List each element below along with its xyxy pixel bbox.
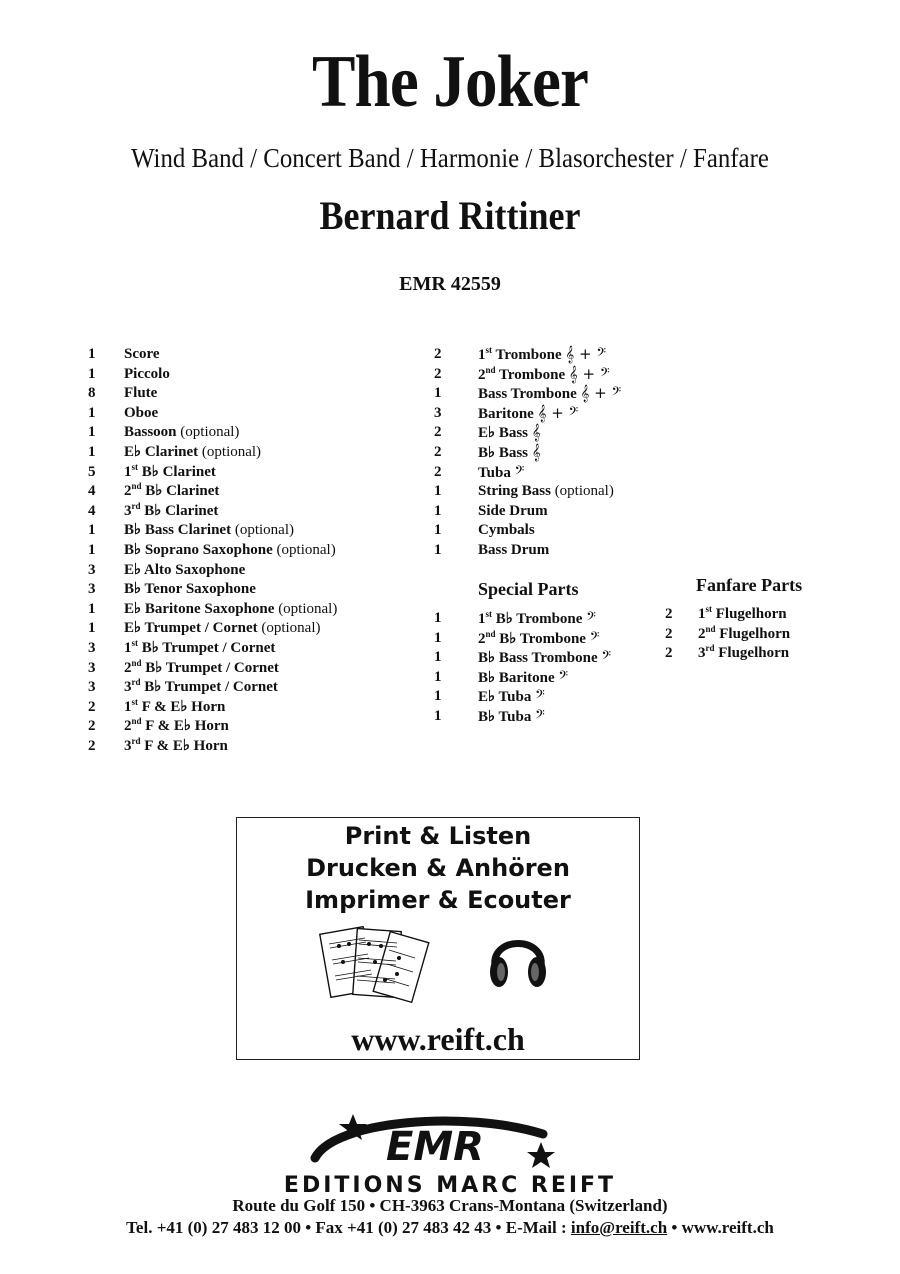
- part-quantity: 3: [88, 679, 96, 696]
- part-instrument: E♭ Alto Saxophone: [124, 561, 246, 578]
- clef-icon: 𝄞: [531, 443, 541, 461]
- part-ordinal: 1: [478, 611, 486, 627]
- part-instrument: B♭ Tuba: [478, 709, 532, 725]
- clef-icon: 𝄞 + 𝄢: [537, 403, 579, 422]
- part-name: [124, 502, 218, 522]
- part-optional-note: (optional): [554, 483, 614, 500]
- part-instrument: B♭ Bass: [478, 445, 529, 461]
- part-name: [478, 521, 535, 541]
- part-name: [478, 502, 548, 522]
- part-row: [434, 707, 664, 727]
- part-name: [124, 639, 275, 659]
- print-listen-box: [236, 817, 640, 1060]
- part-quantity: 1: [88, 522, 96, 539]
- part-row: [88, 619, 428, 639]
- part-row: [88, 580, 428, 600]
- part-row: [88, 365, 428, 385]
- part-name: [124, 365, 170, 385]
- clef-icon: 𝄞 + 𝄢: [580, 384, 622, 403]
- part-quantity: 1: [434, 708, 442, 724]
- part-instrument: Flute: [124, 385, 158, 402]
- part-quantity: 1: [434, 542, 442, 558]
- part-quantity: 2: [88, 718, 96, 735]
- part-row: [434, 502, 694, 522]
- publisher-contact: [0, 1218, 900, 1238]
- part-name: [478, 384, 621, 405]
- part-quantity: 3: [88, 581, 96, 598]
- part-quantity: 1: [88, 404, 96, 421]
- part-ordinal: 1: [124, 463, 132, 480]
- part-quantity: 2: [434, 463, 442, 480]
- part-name: [478, 668, 568, 689]
- part-row: [434, 521, 694, 541]
- part-instrument: Score: [124, 346, 160, 362]
- part-name: [124, 698, 225, 718]
- part-row: [88, 482, 428, 502]
- part-name: [124, 521, 294, 541]
- part-instrument: B♭ Baritone: [478, 669, 555, 686]
- part-instrument: Piccolo: [124, 365, 170, 382]
- publisher-name: EDITIONS MARC REIFT: [283, 1173, 617, 1198]
- part-row: [88, 717, 428, 737]
- part-instrument: Oboe: [124, 404, 159, 421]
- part-ordinal: 2: [124, 659, 132, 676]
- part-quantity: 1: [88, 424, 96, 441]
- fanfare-parts-list: [665, 605, 845, 670]
- part-row: [88, 698, 428, 718]
- part-instrument: E♭ Trumpet / Cornet: [124, 620, 258, 637]
- part-quantity: 8: [88, 385, 96, 402]
- part-instrument: E♭ Clarinet: [124, 444, 199, 460]
- part-name: [478, 463, 524, 484]
- part-quantity: 2: [434, 365, 442, 382]
- part-row: [665, 605, 845, 625]
- publisher-address: Route du Golf 150 • CH-3963 Crans-Montana (Switzerland): [232, 1196, 668, 1215]
- part-instrument: Bass Trombone: [478, 386, 577, 403]
- part-row: [88, 384, 428, 404]
- part-ordinal-suffix: rd: [131, 677, 141, 688]
- clef-icon: 𝄞: [531, 423, 541, 442]
- part-name: [478, 423, 541, 444]
- part-name: [124, 580, 256, 600]
- part-quantity: 1: [434, 649, 442, 666]
- clef-icon: 𝄢: [558, 667, 569, 686]
- parts-list-left: [88, 345, 428, 765]
- email-link[interactable]: info@reift.ch: [570, 1218, 668, 1237]
- part-optional-note: (optional): [278, 600, 338, 617]
- part-row: [88, 423, 428, 443]
- part-instrument: B♭ Bass Clarinet: [124, 522, 232, 539]
- promo-line-3: Imprimer & Ecouter: [305, 886, 571, 914]
- part-ordinal: 2: [478, 630, 486, 647]
- emr-logo-text: EMR: [386, 1124, 484, 1170]
- part-ordinal: 2: [124, 718, 132, 735]
- part-row: [88, 737, 428, 757]
- part-instrument: Flugelhorn: [719, 625, 791, 642]
- part-ordinal-suffix: nd: [485, 364, 496, 375]
- part-row: [434, 345, 694, 365]
- part-name: [478, 345, 606, 366]
- part-row: [434, 384, 694, 404]
- part-instrument: Tuba: [478, 464, 511, 481]
- part-quantity: 1: [434, 668, 442, 685]
- part-name: [124, 541, 336, 561]
- part-instrument: Bassoon: [124, 424, 177, 441]
- part-row: [665, 625, 845, 645]
- promo-line-2: Drucken & Anhören: [306, 854, 570, 882]
- promo-url[interactable]: www.reift.ch: [351, 1021, 525, 1057]
- part-name: [478, 365, 610, 386]
- part-instrument: E♭ Tuba: [478, 689, 532, 706]
- part-ordinal-suffix: nd: [131, 716, 142, 727]
- part-quantity: 3: [88, 640, 96, 656]
- part-ordinal: 2: [124, 483, 132, 500]
- part-quantity: 1: [88, 444, 96, 460]
- fanfare-parts-heading: Fanfare Parts: [696, 575, 803, 595]
- part-row: [88, 561, 428, 581]
- part-instrument: String Bass: [478, 483, 551, 500]
- part-row: [434, 443, 694, 463]
- part-instrument: F & E♭ Horn: [145, 718, 229, 735]
- part-ordinal-suffix: st: [131, 461, 138, 472]
- part-ordinal-suffix: rd: [131, 500, 141, 511]
- clef-icon: 𝄢: [535, 687, 545, 706]
- part-instrument: Bass Drum: [478, 542, 550, 558]
- part-quantity: 1: [434, 610, 442, 626]
- part-name: [478, 541, 549, 561]
- part-instrument: B♭ Soprano Saxophone: [124, 542, 273, 558]
- part-ordinal-suffix: nd: [485, 628, 496, 639]
- part-ordinal-suffix: nd: [131, 657, 142, 668]
- part-quantity: 1: [88, 346, 96, 362]
- part-name: [478, 482, 614, 502]
- part-quantity: 3: [88, 659, 96, 676]
- part-instrument: Cymbals: [478, 522, 535, 539]
- part-instrument: B♭ Tenor Saxophone: [124, 581, 256, 598]
- part-row: [88, 600, 428, 620]
- part-quantity: 3: [434, 404, 442, 421]
- part-row: [665, 644, 845, 664]
- contact-suffix: • www.reift.ch: [667, 1218, 774, 1237]
- composer-name: Bernard Rittiner: [319, 193, 581, 238]
- emr-logo: [305, 1108, 565, 1174]
- part-quantity: 2: [665, 645, 673, 662]
- part-quantity: 2: [665, 606, 673, 622]
- part-quantity: 1: [434, 629, 442, 646]
- part-ordinal: 3: [124, 679, 132, 696]
- part-ordinal: 3: [124, 738, 132, 754]
- part-quantity: 3: [88, 561, 96, 578]
- part-instrument: B♭ Clarinet: [145, 483, 220, 500]
- clef-icon: 𝄢: [586, 609, 596, 627]
- part-instrument: B♭ Trumpet / Cornet: [144, 679, 278, 696]
- part-instrument: Baritone: [478, 405, 534, 422]
- special-parts-list: [434, 609, 664, 734]
- part-name: [698, 605, 787, 625]
- part-name: [124, 384, 157, 404]
- part-row: [434, 668, 664, 688]
- part-quantity: 1: [434, 385, 442, 402]
- part-optional-note: (optional): [201, 444, 262, 460]
- part-quantity: 2: [88, 698, 96, 715]
- part-name: [478, 629, 599, 650]
- part-quantity: 2: [434, 346, 442, 362]
- part-row: [434, 687, 664, 707]
- part-quantity: 4: [88, 483, 96, 500]
- sheet-music-icon: [319, 924, 431, 1008]
- clef-icon: 𝄢: [589, 628, 600, 647]
- part-name: [124, 600, 337, 620]
- part-name: [478, 609, 596, 630]
- part-ordinal-suffix: nd: [705, 623, 716, 634]
- part-name: [124, 737, 228, 757]
- page-title: The Joker: [311, 41, 589, 123]
- part-instrument: F & E♭ Horn: [144, 738, 228, 754]
- part-instrument: E♭ Bass: [478, 425, 529, 442]
- part-row: [88, 502, 428, 522]
- part-quantity: 1: [88, 542, 96, 558]
- part-name: [124, 345, 160, 365]
- part-row: [434, 648, 664, 668]
- part-name: [124, 659, 279, 679]
- clef-icon: 𝄢: [535, 707, 545, 725]
- clef-icon: 𝄢: [514, 462, 525, 481]
- part-quantity: 4: [88, 502, 96, 519]
- clef-icon: 𝄞 + 𝄢: [568, 364, 610, 383]
- part-row: [88, 678, 428, 698]
- promo-line-1: Print & Listen: [344, 822, 532, 850]
- part-row: [88, 404, 428, 424]
- part-name: [698, 644, 789, 664]
- part-quantity: 1: [434, 502, 442, 519]
- part-ordinal-suffix: st: [705, 604, 712, 614]
- part-row: [434, 541, 694, 561]
- clef-icon: 𝄞 + 𝄢: [565, 345, 606, 363]
- part-row: [88, 345, 428, 365]
- part-row: [434, 609, 664, 629]
- clef-icon: 𝄢: [601, 648, 612, 667]
- part-instrument: B♭ Clarinet: [141, 463, 216, 480]
- part-quantity: 2: [88, 738, 96, 754]
- part-instrument: Flugelhorn: [715, 606, 787, 622]
- part-ordinal-suffix: st: [131, 696, 138, 707]
- part-instrument: B♭ Clarinet: [144, 502, 219, 519]
- part-ordinal: 3: [698, 645, 706, 662]
- part-optional-note: (optional): [180, 424, 240, 441]
- part-optional-note: (optional): [234, 522, 294, 539]
- part-ordinal: 2: [478, 366, 486, 383]
- contact-prefix: Tel. +41 (0) 27 483 12 00 • Fax +41 (0) 27 483 42 43 • E-Mail :: [126, 1218, 571, 1237]
- headphones-icon: [487, 922, 549, 994]
- part-ordinal: 1: [124, 698, 132, 715]
- part-name: [698, 625, 790, 645]
- part-quantity: 1: [434, 522, 442, 539]
- part-quantity: 1: [434, 688, 442, 705]
- part-row: [88, 463, 428, 483]
- part-row: [434, 463, 694, 483]
- part-quantity: 1: [88, 365, 96, 382]
- part-ordinal: 3: [124, 502, 132, 519]
- part-quantity: 2: [434, 444, 442, 460]
- part-row: [88, 541, 428, 561]
- part-quantity: 1: [434, 483, 442, 500]
- part-ordinal-suffix: st: [485, 609, 492, 619]
- part-instrument: B♭ Trombone: [499, 630, 586, 647]
- part-name: [478, 648, 611, 669]
- part-row: [434, 629, 664, 649]
- part-instrument: B♭ Bass Trombone: [478, 650, 598, 667]
- part-quantity: 2: [665, 625, 673, 642]
- part-ordinal: 1: [698, 606, 706, 622]
- part-name: [124, 717, 229, 737]
- part-instrument: E♭ Baritone Saxophone: [124, 600, 275, 617]
- part-name: [124, 678, 278, 698]
- part-instrument: B♭ Trombone: [495, 611, 583, 627]
- part-name: [124, 482, 219, 502]
- part-row: [88, 659, 428, 679]
- part-name: [124, 404, 158, 424]
- part-instrument: B♭ Trumpet / Cornet: [145, 659, 279, 676]
- part-ordinal: 1: [478, 347, 486, 363]
- part-name: [124, 443, 261, 463]
- part-instrument: Trombone: [495, 347, 562, 363]
- ensemble-subtitle: Wind Band / Concert Band / Harmonie / Blasorchester / Fanfare: [131, 143, 769, 173]
- part-ordinal: 2: [698, 625, 706, 642]
- part-row: [434, 365, 694, 385]
- part-quantity: 1: [88, 620, 96, 637]
- part-quantity: 5: [88, 463, 96, 480]
- part-quantity: 2: [434, 424, 442, 441]
- part-optional-note: (optional): [261, 620, 321, 637]
- part-ordinal-suffix: rd: [131, 736, 141, 746]
- part-ordinal-suffix: st: [131, 638, 138, 648]
- part-ordinal: 1: [124, 640, 132, 656]
- part-optional-note: (optional): [276, 542, 336, 558]
- special-parts-heading: Special Parts: [478, 579, 579, 599]
- part-name: [124, 561, 245, 581]
- part-instrument: B♭ Trumpet / Cornet: [141, 640, 276, 656]
- part-name: [124, 423, 239, 443]
- part-instrument: Flugelhorn: [718, 645, 790, 662]
- part-row: [88, 443, 428, 463]
- parts-list-right: [434, 345, 694, 565]
- part-name: [478, 687, 545, 708]
- part-row: [88, 521, 428, 541]
- part-ordinal-suffix: nd: [131, 481, 142, 492]
- part-row: [434, 482, 694, 502]
- part-row: [434, 423, 694, 443]
- part-instrument: Side Drum: [478, 502, 548, 519]
- catalog-code: EMR 42559: [399, 273, 501, 295]
- part-ordinal-suffix: rd: [705, 643, 715, 654]
- part-quantity: 1: [88, 600, 96, 617]
- part-name: [124, 619, 321, 639]
- part-instrument: F & E♭ Horn: [141, 698, 226, 715]
- part-name: [124, 463, 216, 483]
- part-row: [88, 639, 428, 659]
- part-name: [478, 404, 578, 425]
- part-ordinal-suffix: st: [485, 345, 492, 355]
- part-name: [478, 443, 541, 464]
- part-row: [434, 404, 694, 424]
- part-instrument: Trombone: [499, 366, 566, 383]
- part-name: [478, 707, 545, 728]
